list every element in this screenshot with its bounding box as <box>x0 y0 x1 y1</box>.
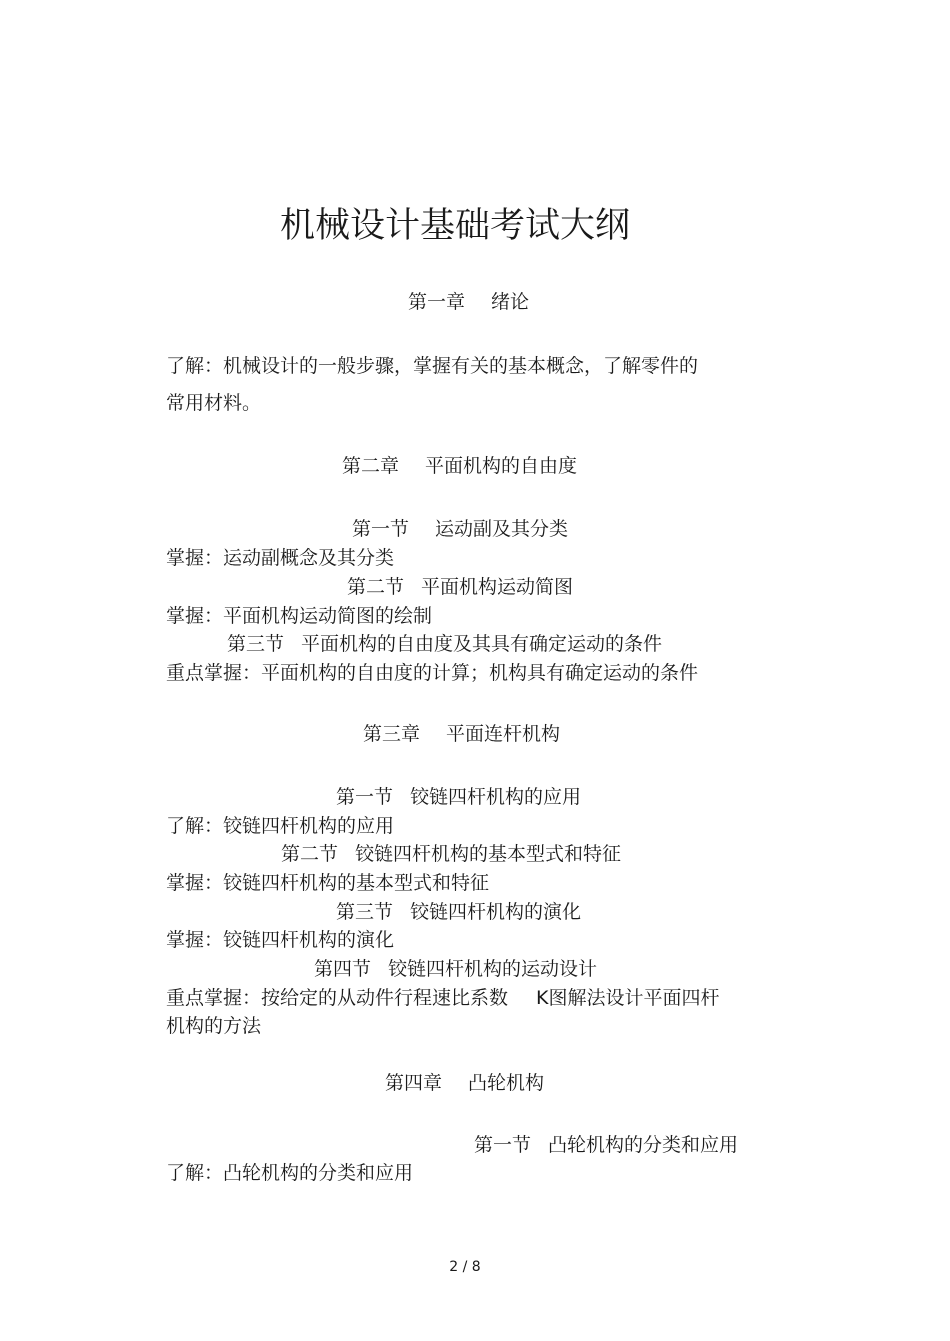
section-number: 第一节 <box>336 786 394 808</box>
section-name: 铰链四杆机构的应用 <box>410 786 582 808</box>
section-number: 第一节 <box>474 1134 532 1156</box>
chapter-number: 第四章 <box>385 1072 443 1094</box>
ch2-section-3-heading <box>227 631 662 657</box>
requirement-text: 重点掌握：按给定的从动件行程速比系数 <box>166 987 509 1009</box>
ch2-section-2-heading <box>347 574 573 600</box>
section-number: 第一节 <box>352 518 410 540</box>
chapter-name: 平面连杆机构 <box>446 723 561 745</box>
chapter-number: 第二章 <box>342 455 400 477</box>
ch4-section-1-requirement: 了解：凸轮机构的分类和应用 <box>166 1162 414 1184</box>
ch3-section-3-heading <box>336 899 581 925</box>
ch4-section-1-heading <box>474 1132 738 1158</box>
ch3-section-3-requirement: 掌握：铰链四杆机构的演化 <box>166 929 395 951</box>
ch3-section-2-heading <box>281 841 621 867</box>
ch2-section-3-requirement: 重点掌握：平面机构的自由度的计算；机构具有确定运动的条件 <box>166 662 699 684</box>
chapter-2-heading <box>342 453 577 479</box>
ch2-section-1-heading <box>352 516 568 542</box>
ch3-section-1-requirement: 了解：铰链四杆机构的应用 <box>166 815 395 837</box>
page-title: 机械设计基础考试大纲 <box>279 206 630 246</box>
ch2-section-2-requirement: 掌握：平面机构运动简图的绘制 <box>166 605 433 627</box>
ch3-section-4-heading <box>314 956 597 982</box>
chapter-name: 凸轮机构 <box>468 1072 545 1094</box>
chapter-name: 平面机构的自由度 <box>425 455 578 477</box>
chapter-1-heading <box>408 289 529 315</box>
ch3-section-4-requirement-line1 <box>166 985 719 1011</box>
section-name: 铰链四杆机构的运动设计 <box>388 958 598 980</box>
ch3-section-4-requirement-line2: 机构的方法 <box>166 1015 262 1037</box>
requirement-text-cont: K图解法设计平面四杆 <box>536 987 720 1009</box>
section-name: 铰链四杆机构的基本型式和特征 <box>355 843 622 865</box>
chapter-number: 第一章 <box>408 291 466 313</box>
chapter-4-heading <box>385 1070 544 1096</box>
ch2-section-1-requirement: 掌握：运动副概念及其分类 <box>166 547 395 569</box>
section-number: 第三节 <box>227 633 285 655</box>
section-name: 运动副及其分类 <box>435 518 569 540</box>
section-number: 第三节 <box>336 901 394 923</box>
section-name: 平面机构运动简图 <box>421 576 574 598</box>
ch3-section-2-requirement: 掌握：铰链四杆机构的基本型式和特征 <box>166 872 490 894</box>
section-name: 凸轮机构的分类和应用 <box>548 1134 739 1156</box>
section-number: 第二节 <box>347 576 405 598</box>
section-name: 铰链四杆机构的演化 <box>410 901 582 923</box>
section-number: 第四节 <box>314 958 372 980</box>
chapter-3-heading <box>363 721 560 747</box>
ch1-requirement-line2: 常用材料。 <box>166 392 262 414</box>
section-name: 平面机构的自由度及其具有确定运动的条件 <box>301 633 663 655</box>
ch3-section-1-heading <box>336 784 581 810</box>
section-number: 第二节 <box>281 843 339 865</box>
chapter-number: 第三章 <box>363 723 421 745</box>
ch1-requirement-line1: 了解：机械设计的一般步骤，掌握有关的基本概念，了解零件的 <box>166 355 699 377</box>
page-number: 2 / 8 <box>449 1259 481 1275</box>
chapter-name: 绪论 <box>491 291 530 313</box>
